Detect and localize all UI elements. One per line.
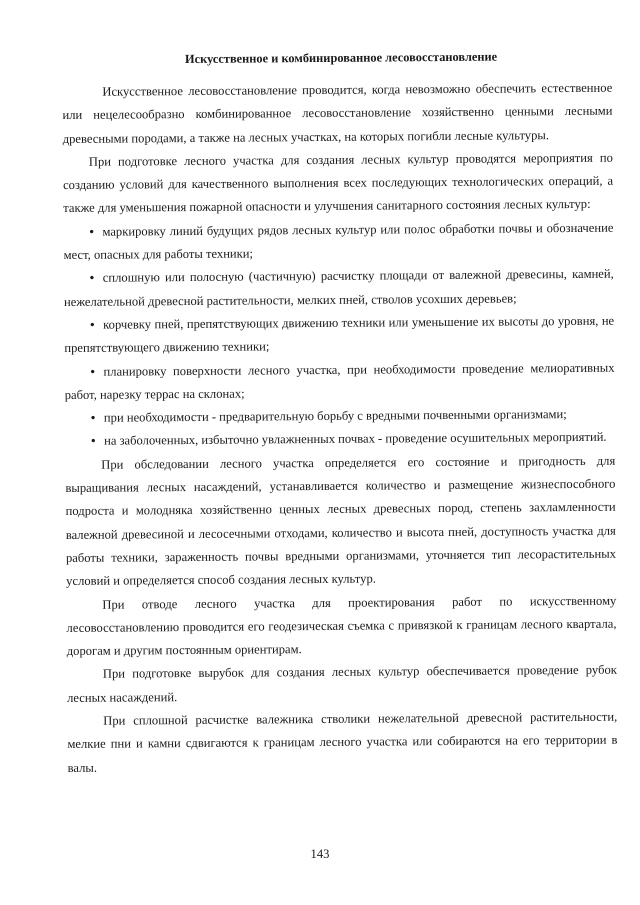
intro-paragraph: Искусственное лесовосстановление проводится, когда невозможно обеспечить естественное или нецелесообразно комбинированное лесовосстановление хозяйственно ценными лесными древесными породами, а также на лесных участках, на которых погибли лесные культуры. <box>62 80 613 146</box>
allotment-paragraph: При отводе лесного участка для проектирования работ по искусственному лесовосстановлению проводится его геодезическая съемка с привязкой к границам лесного квартала, дорогам и другим постоянным ориентирам. <box>66 593 617 659</box>
list-item: • корчевку пней, препятствующих движению техники или уменьшение их высоты до уровня, не препятствующего движению техники; <box>64 310 614 361</box>
list-item: • планировку поверхности лесного участка, при необходимости проведение мелиоративных работ, нарезку террас на склонах; <box>64 356 614 407</box>
page-number: 143 <box>310 847 330 861</box>
clearcuts-paragraph: При подготовке вырубок для создания лесных культур обеспечивается проведение рубок лесных насаждений. <box>67 663 617 705</box>
document-page <box>62 48 618 780</box>
preparation-paragraph: При подготовке лесного участка для создания лесных культур проводятся мероприятия по созданию условий для качественного выполнения всех последующих технологических операций, а также для уменьшения пожарной опасности и улучшения санитарного состояния лесных культур: <box>62 150 614 216</box>
list-item: • при необходимости - предварительную борьбу с вредными почвенными организмами; <box>65 403 615 431</box>
measures-list <box>63 216 615 453</box>
list-item: • сплошную или полосную (частичную) расчистку площади от валежной древесины, камней, нежелательной древесной растительности, мелких пней, стволов усохших деревьев; <box>64 263 614 314</box>
survey-paragraph: При обследовании лесного участка определяется его состояние и пригодность для выращивания лесных насаждений, устанавливается количество и размещение жизнеспособного подроста и молодняка хозяйственно ценных лесных древесных пород, степень захламленности валежной древесиной и лесосечными отходами, количество и высота пней, доступность участка для работы техники, зараженность почвы вредными организмами, уточняется тип лесорастительных условий и определяется способ создания лесных культур. <box>65 453 617 589</box>
list-item: • на заболоченных, избыточно увлажненных почвах - проведение осушительных мероприятий. <box>65 426 615 454</box>
section-title: Искусственное и комбинированное лесовосстановление <box>184 49 498 67</box>
list-item: • маркировку линий будущих рядов лесных культур или полос обработки почвы и обозначение мест, опасных для работы техники; <box>63 216 613 267</box>
clearing-paragraph: При сплошной расчистке валежника стволики нежелательной древесной растительности, мелкие пни и камни сдвигаются к границам лесного участка или собираются на его территории в валы. <box>67 709 618 775</box>
